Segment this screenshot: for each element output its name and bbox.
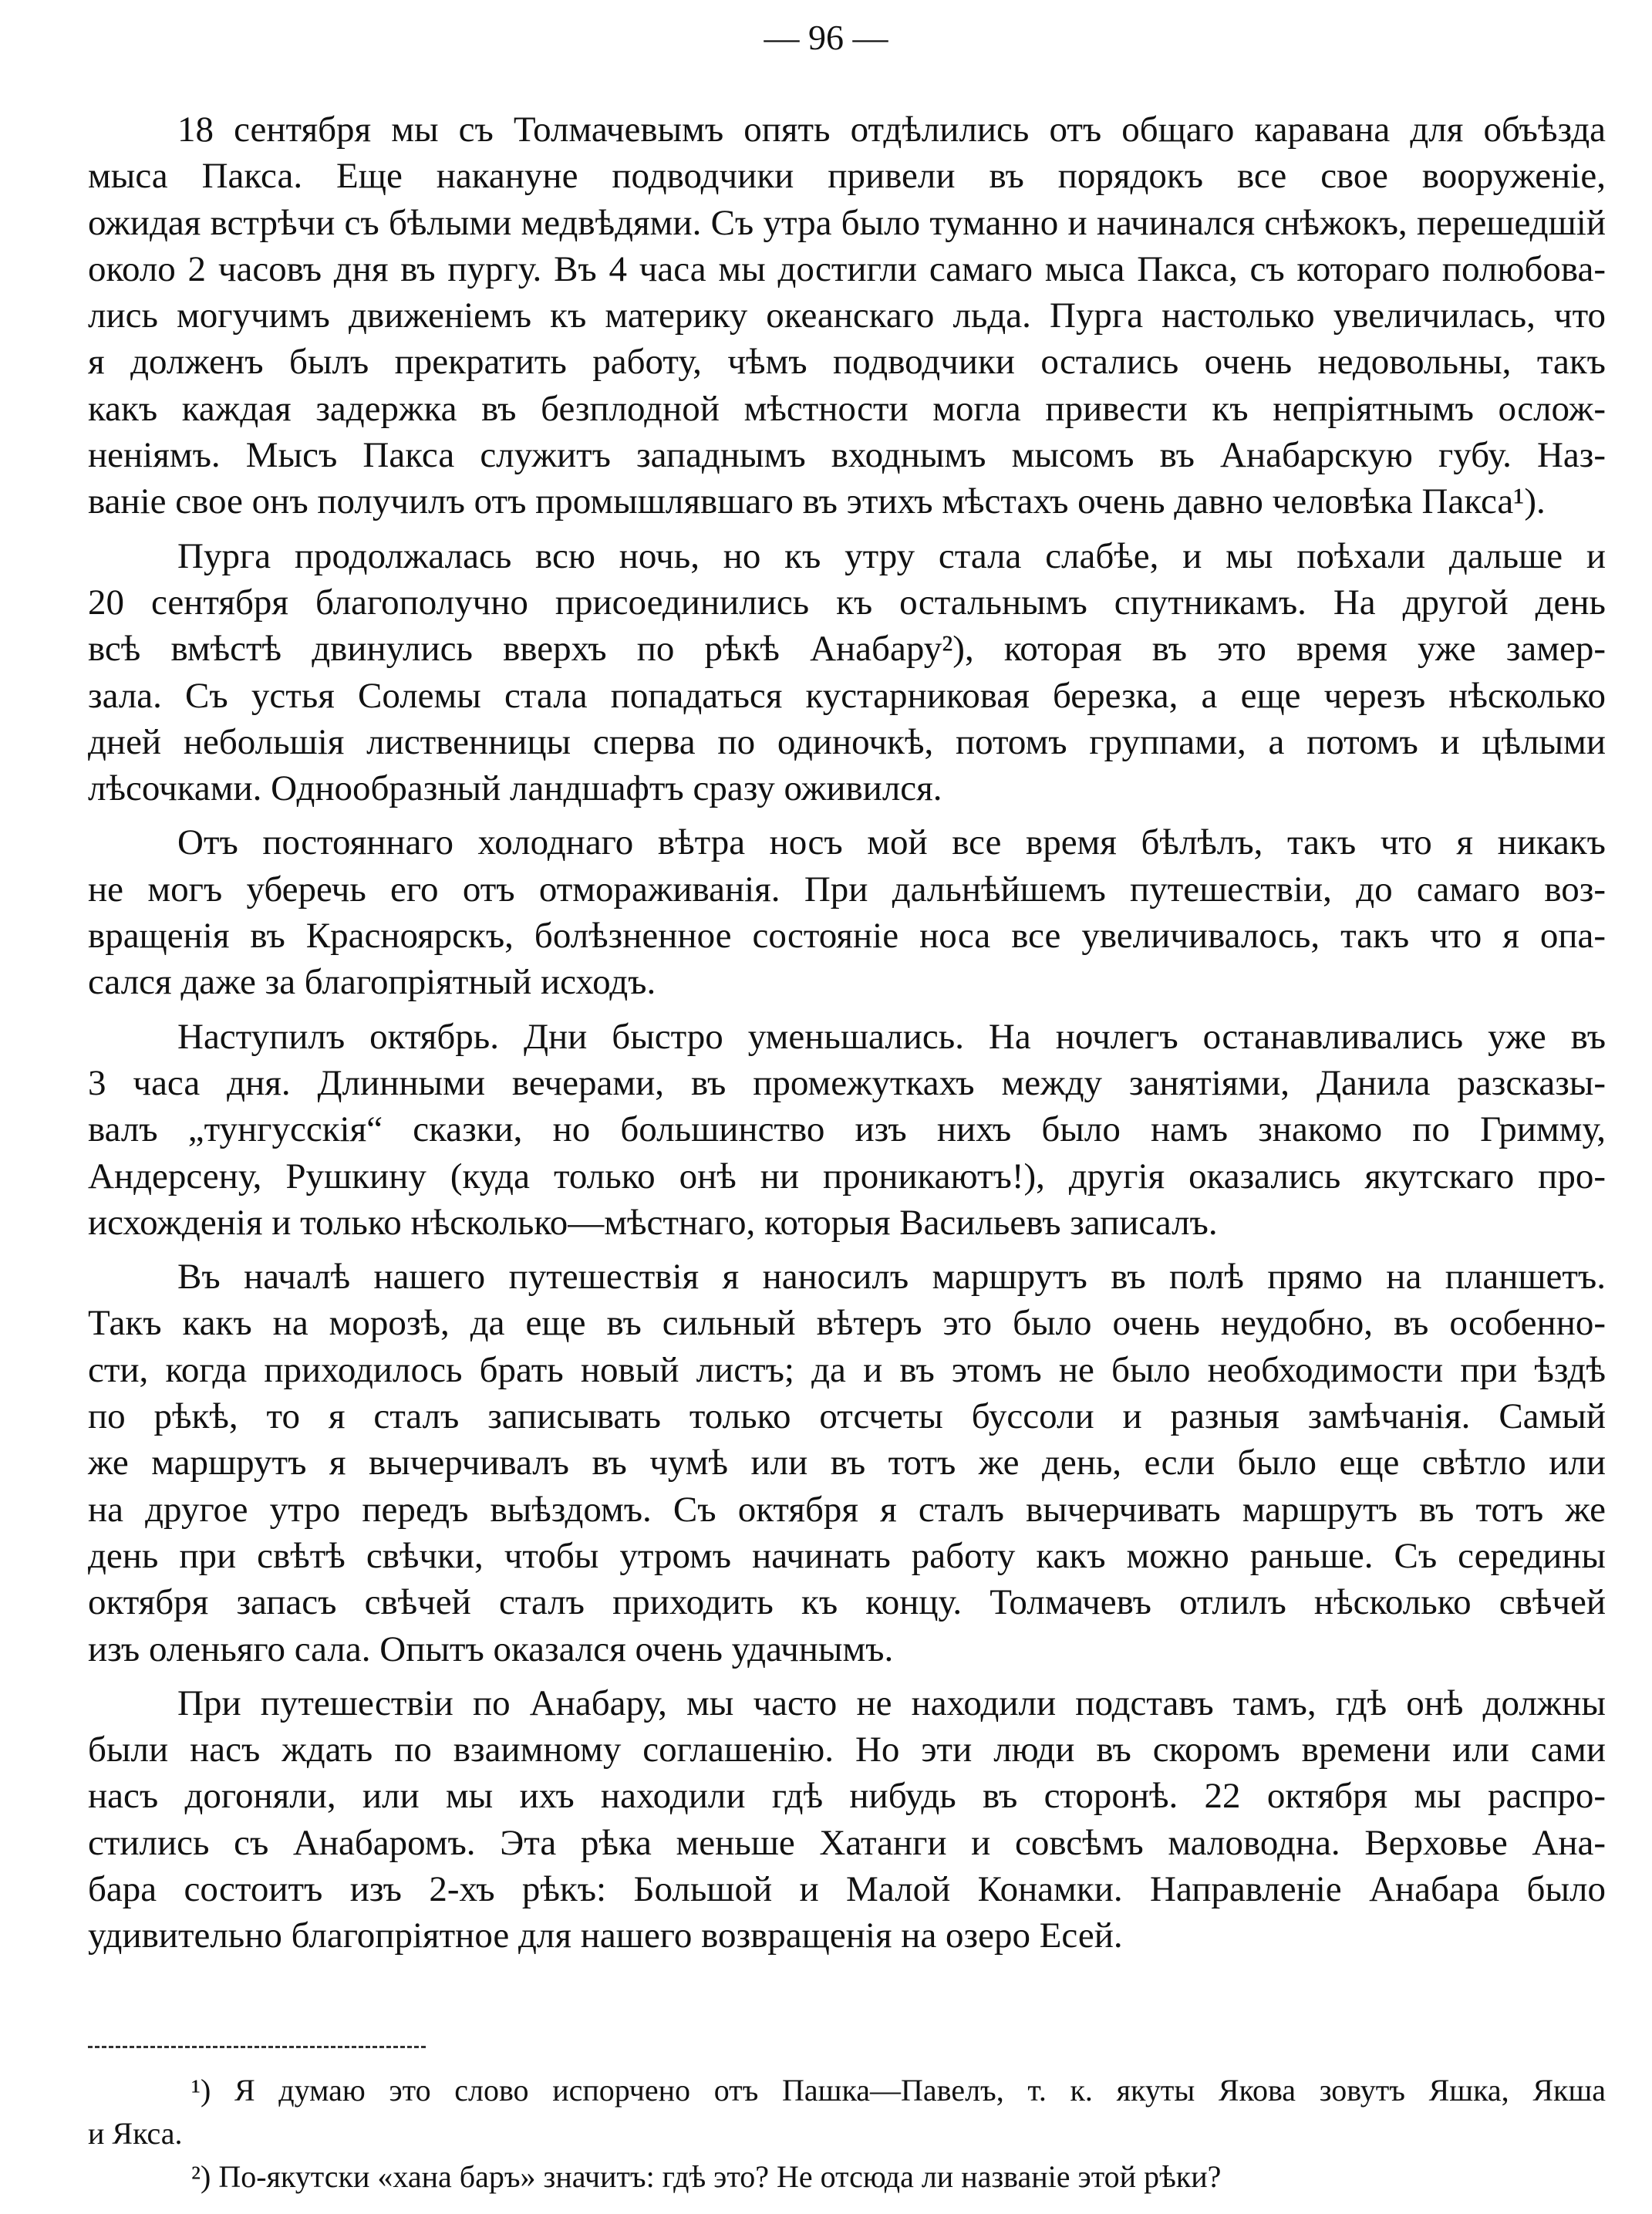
text-line: бара состоитъ изъ 2-хъ рѣкъ: Большой и Малой Конамки. Направленіе Анабара было [88, 1868, 1606, 1909]
main-text [88, 106, 1606, 1959]
paragraph [88, 106, 1606, 525]
text-line: какъ каждая задержка въ безплодной мѣстности могла привести къ непріятнымъ ослож- [88, 388, 1606, 429]
text-line: мыса Пакса. Еще накануне подводчики привели въ порядокъ все свое вооруженіе, [88, 156, 1606, 197]
paragraph [88, 1680, 1606, 1959]
footnote [88, 2155, 1606, 2199]
text-line: всѣ вмѣстѣ двинулись вверхъ по рѣкѣ Анабару²), которая въ это время уже замер- [88, 629, 1606, 670]
text-line: стились съ Анабаромъ. Эта рѣка меньше Хатанги и совсѣмъ маловодна. Верховье Ана- [88, 1822, 1606, 1863]
text-line: Въ началѣ нашего путешествія я наносилъ маршрутъ въ полѣ прямо на планшетъ. [177, 1257, 1606, 1298]
text-line: 18 сентября мы съ Толмачевымъ опять отдѣлились отъ общаго каравана для объѣзда [177, 110, 1606, 150]
page-number: — 96 — [764, 18, 888, 57]
text-line: ожидая встрѣчи съ бѣлыми медвѣдями. Съ утра было туманно и начинался снѣжокъ, перешедшій [88, 202, 1606, 243]
text-line: дней небольшія лиственницы сперва по одиночкѣ, потомъ группами, а потомъ и цѣлыми [88, 721, 1606, 762]
text-line: зала. Съ устья Солемы стала попадаться кустарниковая березка, а еще черезъ нѣсколько [88, 675, 1606, 716]
text-line: Пурга продолжалась всю ночь, но къ утру стала слабѣе, и мы поѣхали дальше и [177, 535, 1606, 576]
text-line: валъ „тунгусскія“ сказки, но большинство изъ нихъ было намъ знакомо по Гримму, [88, 1109, 1606, 1150]
text-line: Андерсену, Рушкину (куда только онѣ ни проникаютъ!), другія оказались якутскаго про- [88, 1156, 1606, 1196]
text-line: удивительно благопріятное для нашего возвращенія на озеро Есей. [88, 1915, 1123, 1956]
text-line: ваніе свое онъ получилъ отъ промышлявшаго въ этихъ мѣстахъ очень давно человѣка Пакса¹). [88, 481, 1546, 522]
text-line: лись могучимъ движеніемъ къ материку океанскаго льда. Пурга настолько увеличилась, что [88, 295, 1606, 336]
text-line: ²) По-якутски «хана баръ» значитъ: гдѣ это? Не отсюда ли названіе этой рѣки? [191, 2159, 1222, 2194]
text-line: Отъ постояннаго холоднаго вѣтра носъ мой все время бѣлѣлъ, такъ что я никакъ [177, 822, 1606, 863]
text-line: Наступилъ октябрь. Дни быстро уменьшались. На ночлегъ останавливались уже въ [177, 1016, 1606, 1057]
footnote [88, 2069, 1606, 2155]
text-line: около 2 часовъ дня въ пургу. Въ 4 часа мы достигли самаго мыса Пакса, съ котораго полюбова- [88, 248, 1606, 289]
text-line: были насъ ждать по взаимному соглашенію. Но эти люди въ скоромъ времени или сами [88, 1730, 1606, 1770]
text-line: неніямъ. Мысъ Пакса служитъ западнымъ входнымъ мысомъ въ Анабарскую губу. Наз- [88, 435, 1606, 476]
footnotes [88, 2069, 1606, 2199]
text-line: по рѣкѣ, то я сталъ записывать только отсчеты буссоли и разныя замѣчанія. Самый [88, 1396, 1606, 1437]
text-line: же маршрутъ я вычерчивалъ въ чумѣ или въ тотъ же день, если было еще свѣтло или [88, 1443, 1606, 1483]
text-line: на другое утро передъ выѣздомъ. Съ октября я сталъ вычерчивать маршрутъ въ тотъ же [88, 1489, 1606, 1530]
text-line: и Якса. [88, 2116, 183, 2151]
text-line: сался даже за благопріятный исходъ. [88, 962, 656, 1003]
paragraph [88, 1254, 1606, 1672]
text-line: насъ догоняли, или мы ихъ находили гдѣ нибудь въ сторонѣ. 22 октября мы распро- [88, 1776, 1606, 1817]
paragraph [88, 819, 1606, 1005]
text-line: не могъ уберечь его отъ отмораживанія. При дальнѣйшемъ путешествіи, до самаго воз- [88, 869, 1606, 910]
text-line: При путешествіи по Анабару, мы часто не находили подставъ тамъ, гдѣ онѣ должны [177, 1682, 1606, 1723]
text-line: 20 сентября благополучно присоединились къ остальнымъ спутникамъ. На другой день [88, 582, 1606, 623]
text-line: Такъ какъ на морозѣ, да еще въ сильный вѣтеръ это было очень неудобно, въ особенно- [88, 1303, 1606, 1344]
text-line: изъ оленьяго сала. Опытъ оказался очень удачнымъ. [88, 1628, 894, 1669]
text-line: ¹) Я думаю это слово испорчено отъ Пашка—Павелъ, т. к. якуты Якова зовутъ Яшка, Якша [191, 2073, 1606, 2108]
text-line: лѣсочками. Однообразный ландшафтъ сразу оживился. [88, 768, 942, 809]
text-line: я долженъ былъ прекратить работу, чѣмъ подводчики остались очень недовольны, такъ [88, 342, 1606, 383]
text-line: вращенія въ Красноярскъ, болѣзненное состояніе носа все увеличивалось, такъ что я опа- [88, 916, 1606, 957]
text-line: день при свѣтѣ свѣчки, чтобы утромъ начинать работу какъ можно раньше. Съ середины [88, 1535, 1606, 1576]
text-line: исхожденія и только нѣсколько—мѣстнаго, которыя Васильевъ записалъ. [88, 1202, 1218, 1243]
footnote-divider [88, 2046, 426, 2048]
paragraph [88, 1014, 1606, 1246]
text-line: октября запасъ свѣчей сталъ приходить къ концу. Толмачевъ отлилъ нѣсколько свѣчей [88, 1582, 1606, 1623]
paragraph [88, 533, 1606, 812]
text-line: сти, когда приходилось брать новый листъ; да и въ этомъ не было необходимости при ѣздѣ [88, 1349, 1606, 1390]
text-line: 3 часа дня. Длинными вечерами, въ промежуткахъ между занятіями, Данила разсказы- [88, 1062, 1606, 1103]
